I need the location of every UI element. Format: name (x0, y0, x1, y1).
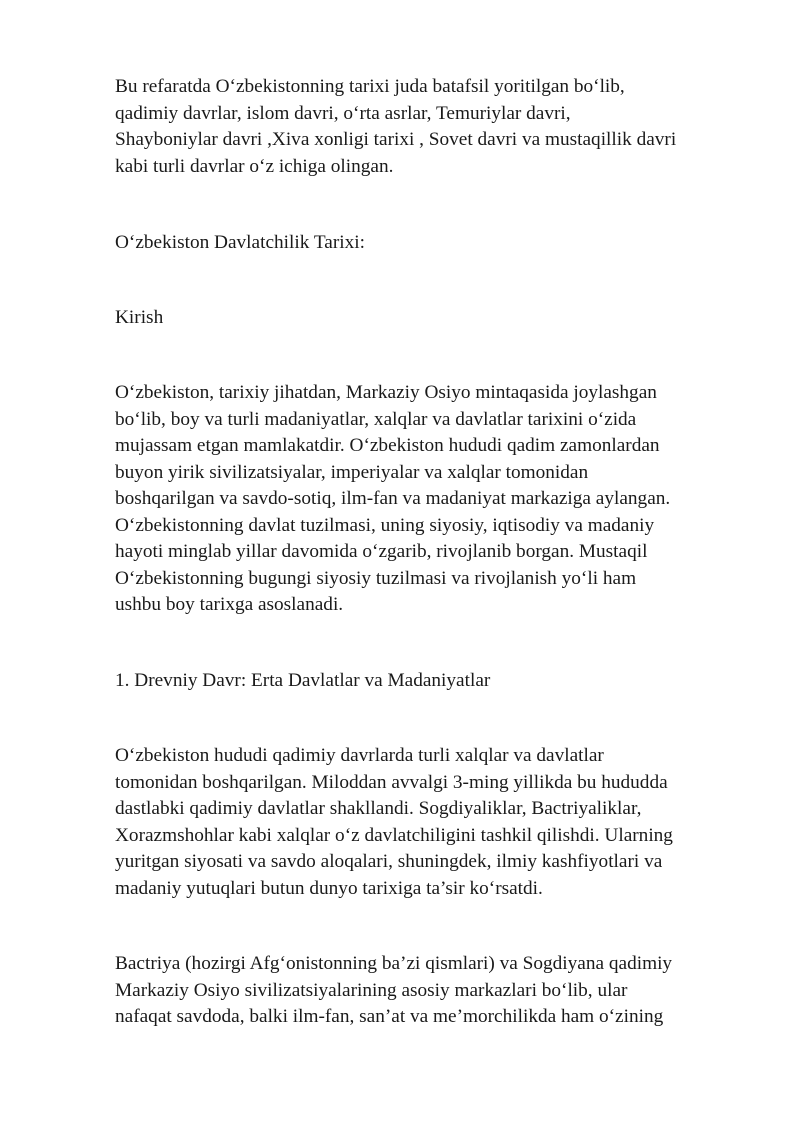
text-line: O‘zbekistonning bugungi siyosiy tuzilmasi va rivojlanish yo‘li ham (115, 567, 637, 589)
text-line: Bactriya (hozirgi Afg‘onistonning ba’zi qismlari) va Sogdiyana qadimiy (115, 953, 673, 974)
document-title-heading (115, 230, 755, 257)
text-line: madaniy yutuqlari butun dunyo tarixiga ta’sir ko‘rsatdi. (115, 877, 543, 899)
section-1-heading (115, 668, 755, 695)
text-line: tomonidan boshqarilgan. Miloddan avvalgi 3-ming yillikda bu hududda (115, 771, 668, 793)
heading-text: 1. Drevniy Davr: Erta Davlatlar va Madaniyatlar (115, 670, 491, 691)
text-line: buyon yirik sivilizatsiyalar, imperiyalar va xalqlar tomonidan (115, 461, 589, 483)
text-line: Markaziy Osiyo sivilizatsiyalarining asosiy markazlari bo‘lib, ular (115, 979, 628, 1001)
text-line: ushbu boy tarixga asoslanadi. (115, 594, 344, 615)
heading-text: Kirish (115, 307, 164, 328)
text-line: dastlabki qadimiy davlatlar shakllandi. Sogdiyaliklar, Bactriyaliklar, (115, 798, 642, 819)
text-line: hayoti minglab yillar davomida o‘zgarib, rivojlanib borgan. Mustaqil (115, 541, 648, 562)
text-line: O‘zbekiston hududi qadimiy davrlarda turli xalqlar va davlatlar (115, 745, 604, 766)
text-line: kabi turli davrlar o‘z ichiga olingan. (115, 155, 394, 177)
text-line: O‘zbekistonning davlat tuzilmasi, uning siyosiy, iqtisodiy va madaniy (115, 514, 655, 536)
text-line: nafaqat savdoda, balki ilm-fan, san’at va me’morchilikda ham o‘zining (115, 1006, 664, 1027)
text-line: Shayboniylar davri ,Xiva xonligi tarixi , Sovet davri va mustaqillik davri (115, 129, 677, 150)
text-line: mujassam etgan mamlakatdir. O‘zbekiston hududi qadim zamonlardan (115, 435, 660, 456)
text-line: yuritgan siyosati va savdo aloqalari, shuningdek, ilmiy kashfiyotlari va (115, 851, 663, 872)
intro-paragraph (115, 74, 755, 180)
introduction-paragraph (115, 380, 755, 619)
text-line: qadimiy davrlar, islom davri, o‘rta asrlar, Temuriylar davri, (115, 102, 571, 124)
text-line: bo‘lib, boy va turli madaniyatlar, xalqlar va davlatlar tarixini o‘zida (115, 408, 637, 430)
bactria-paragraph (115, 951, 755, 1031)
section-1-paragraph (115, 743, 755, 902)
introduction-heading (115, 305, 755, 332)
text-line: Xorazmshohlar kabi xalqlar o‘z davlatchiligini tashkil qilishdi. Ularning (115, 824, 673, 846)
text-line: boshqarilgan va savdo-sotiq, ilm-fan va madaniyat markaziga aylangan. (115, 488, 671, 509)
text-line: O‘zbekiston, tarixiy jihatdan, Markaziy Osiyo mintaqasida joylashgan (115, 382, 657, 403)
text-line: Bu refaratda O‘zbekistonning tarixi juda batafsil yoritilgan bo‘lib, (115, 76, 625, 97)
heading-text: O‘zbekiston Davlatchilik Tarixi: (115, 232, 365, 253)
